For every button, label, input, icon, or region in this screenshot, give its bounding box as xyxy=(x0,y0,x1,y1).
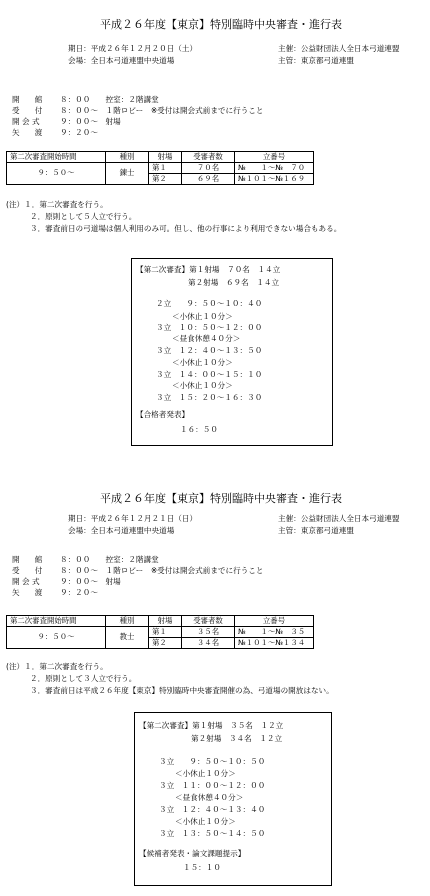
info-row xyxy=(12,566,264,577)
box-line: 【合格者発表】 xyxy=(136,410,190,419)
table-header-row xyxy=(7,152,314,163)
count-cell: ３４名 xyxy=(182,638,235,649)
col-header: 第二次審査開始時間 xyxy=(7,152,106,163)
timetable-box xyxy=(131,258,333,446)
start-time-cell: ９：５０～ xyxy=(7,163,106,185)
schedule-section-2 xyxy=(0,470,430,896)
info-label: 受 付 xyxy=(12,106,43,115)
info-value: ８：００ 控室：２階講堂 xyxy=(60,95,159,104)
col-header: 立番号 xyxy=(235,152,314,163)
info-value: ９：２０～ xyxy=(60,128,98,137)
opening-info xyxy=(12,95,264,139)
col-header: 受審者数 xyxy=(182,616,235,627)
info-row xyxy=(12,128,264,139)
page-title: 平成２６年度【東京】特別臨時中央審査・進行表 xyxy=(100,492,342,505)
note-line: ２．原則として５人立で行う。 xyxy=(30,212,137,221)
box-line: ＜小休止１０分＞ xyxy=(175,769,236,778)
box-line: １６：５０ xyxy=(180,425,218,434)
col-header: 種別 xyxy=(106,616,149,627)
box-line: ３立 １３：５０～１４：５０ xyxy=(159,829,266,838)
notes xyxy=(6,662,334,698)
info-value: ９：００～ 射場 xyxy=(60,117,121,126)
note-line: (注）１．第二次審査を行う。 xyxy=(6,662,108,671)
kind-cell: 錬士 xyxy=(106,163,149,185)
shajo-cell: 第２ xyxy=(149,638,182,649)
box-line: 第２射場 ６９名 １４立 xyxy=(188,278,280,287)
info-value: ９：００～ 射場 xyxy=(60,577,121,586)
table-row xyxy=(7,163,314,174)
shajo-cell: 第１ xyxy=(149,627,182,638)
note-line: ３．審査前日は平成２６年度【東京】特別臨時中央審査開催の為、弓道場の開放はない。 xyxy=(30,686,334,695)
col-header: 射場 xyxy=(149,152,182,163)
info-label: 矢 渡 xyxy=(12,588,43,597)
notes xyxy=(6,200,341,236)
col-header: 第二次審査開始時間 xyxy=(7,616,106,627)
event-venue: 会場：全日本弓道連盟中央道場 xyxy=(68,56,175,65)
table-header-row xyxy=(7,616,314,627)
schedule-table xyxy=(6,151,314,185)
info-label: 受 付 xyxy=(12,566,43,575)
count-cell: ７０名 xyxy=(182,163,235,174)
event-host: 主催：公益財団法人全日本弓道連盟 xyxy=(278,44,400,53)
start-time-cell: ９：５０～ xyxy=(7,627,106,649)
col-header: 受審者数 xyxy=(182,152,235,163)
info-value: ８：００ 控室：２階講堂 xyxy=(60,555,159,564)
box-line: ３立 １５：２０～１６：３０ xyxy=(156,393,263,402)
page-title: 平成２６年度【東京】特別臨時中央審査・進行表 xyxy=(100,18,342,31)
info-row xyxy=(12,577,264,588)
event-venue: 会場：全日本弓道連盟中央道場 xyxy=(68,526,175,535)
box-line: ２立 ９：５０～１０：４０ xyxy=(156,299,263,308)
box-line: ＜小休止１０分＞ xyxy=(172,381,233,390)
box-line: ＜小休止１０分＞ xyxy=(172,358,233,367)
note-line: ３．審査前日の弓道場は個人利用のみ可。但し、他の行事により利用できない場合もある。 xyxy=(30,224,342,233)
box-line: 【第二次審査】第１射場 ３５名 １２立 xyxy=(139,721,284,730)
shajo-cell: 第１ xyxy=(149,163,182,174)
col-header: 立番号 xyxy=(235,616,314,627)
info-row xyxy=(12,588,264,599)
shajo-cell: 第２ xyxy=(149,174,182,185)
info-label: 矢 渡 xyxy=(12,128,43,137)
box-line: ＜小休止１０分＞ xyxy=(172,312,233,321)
info-label: 開 館 xyxy=(12,95,43,104)
event-host: 主催：公益財団法人全日本弓道連盟 xyxy=(278,514,400,523)
info-row xyxy=(12,95,264,106)
note-line: (注）１．第二次審査を行う。 xyxy=(6,200,108,209)
timetable-box xyxy=(134,712,332,886)
col-header: 射場 xyxy=(149,616,182,627)
info-label: 開 会 式 xyxy=(12,577,40,586)
box-line: ３立 １２：４０～１３：５０ xyxy=(156,346,263,355)
info-label: 開 館 xyxy=(12,555,43,564)
event-manager: 主管：東京都弓道連盟 xyxy=(278,526,354,535)
box-line: ３立 １１：００～１２：００ xyxy=(159,781,266,790)
info-value: ８：００～ １階ロビー ※受付は開会式前までに行うこと xyxy=(60,106,264,115)
box-line: ３立 １４：００～１５：１０ xyxy=(156,370,263,379)
table-row xyxy=(7,627,314,638)
range-cell: №１０１～№１６９ xyxy=(235,174,314,185)
info-label: 開 会 式 xyxy=(12,117,40,126)
box-line: 第２射場 ３４名 １２立 xyxy=(191,734,283,743)
event-manager: 主管：東京都弓道連盟 xyxy=(278,56,354,65)
info-row xyxy=(12,117,264,128)
range-cell: №１０１～№１３４ xyxy=(235,638,314,649)
col-header: 種別 xyxy=(106,152,149,163)
box-line: 【候補者発表・論文課題提示】 xyxy=(139,849,246,858)
count-cell: ６９名 xyxy=(182,174,235,185)
box-line: ３立 １０：５０～１２：００ xyxy=(156,323,263,332)
box-line: ＜昼食休憩４０分＞ xyxy=(172,334,241,343)
box-line: ３立 １２：４０～１３：４０ xyxy=(159,805,266,814)
count-cell: ３５名 xyxy=(182,627,235,638)
note-line: ２．原則として３人立で行う。 xyxy=(30,674,137,683)
range-cell: № １～№ ３５ xyxy=(235,627,314,638)
info-value: ９：２０～ xyxy=(60,588,98,597)
box-line: ＜小休止１０分＞ xyxy=(175,817,236,826)
info-value: ８：００～ １階ロビー ※受付は開会式前までに行うこと xyxy=(60,566,264,575)
box-line: 【第二次審査】第１射場 ７０名 １４立 xyxy=(136,265,281,274)
kind-cell: 教士 xyxy=(106,627,149,649)
event-date: 期日：平成２６年１２月２１日（日） xyxy=(68,514,198,523)
range-cell: № １～№ ７０ xyxy=(235,163,314,174)
box-line: １５：１０ xyxy=(183,863,221,872)
event-date: 期日：平成２６年１２月２０日（土） xyxy=(68,44,198,53)
box-line: ３立 ９：５０～１０：５０ xyxy=(159,757,266,766)
schedule-table xyxy=(6,615,314,649)
box-line: ＜昼食休憩４０分＞ xyxy=(175,793,244,802)
opening-info xyxy=(12,555,264,599)
info-row xyxy=(12,106,264,117)
info-row xyxy=(12,555,264,566)
